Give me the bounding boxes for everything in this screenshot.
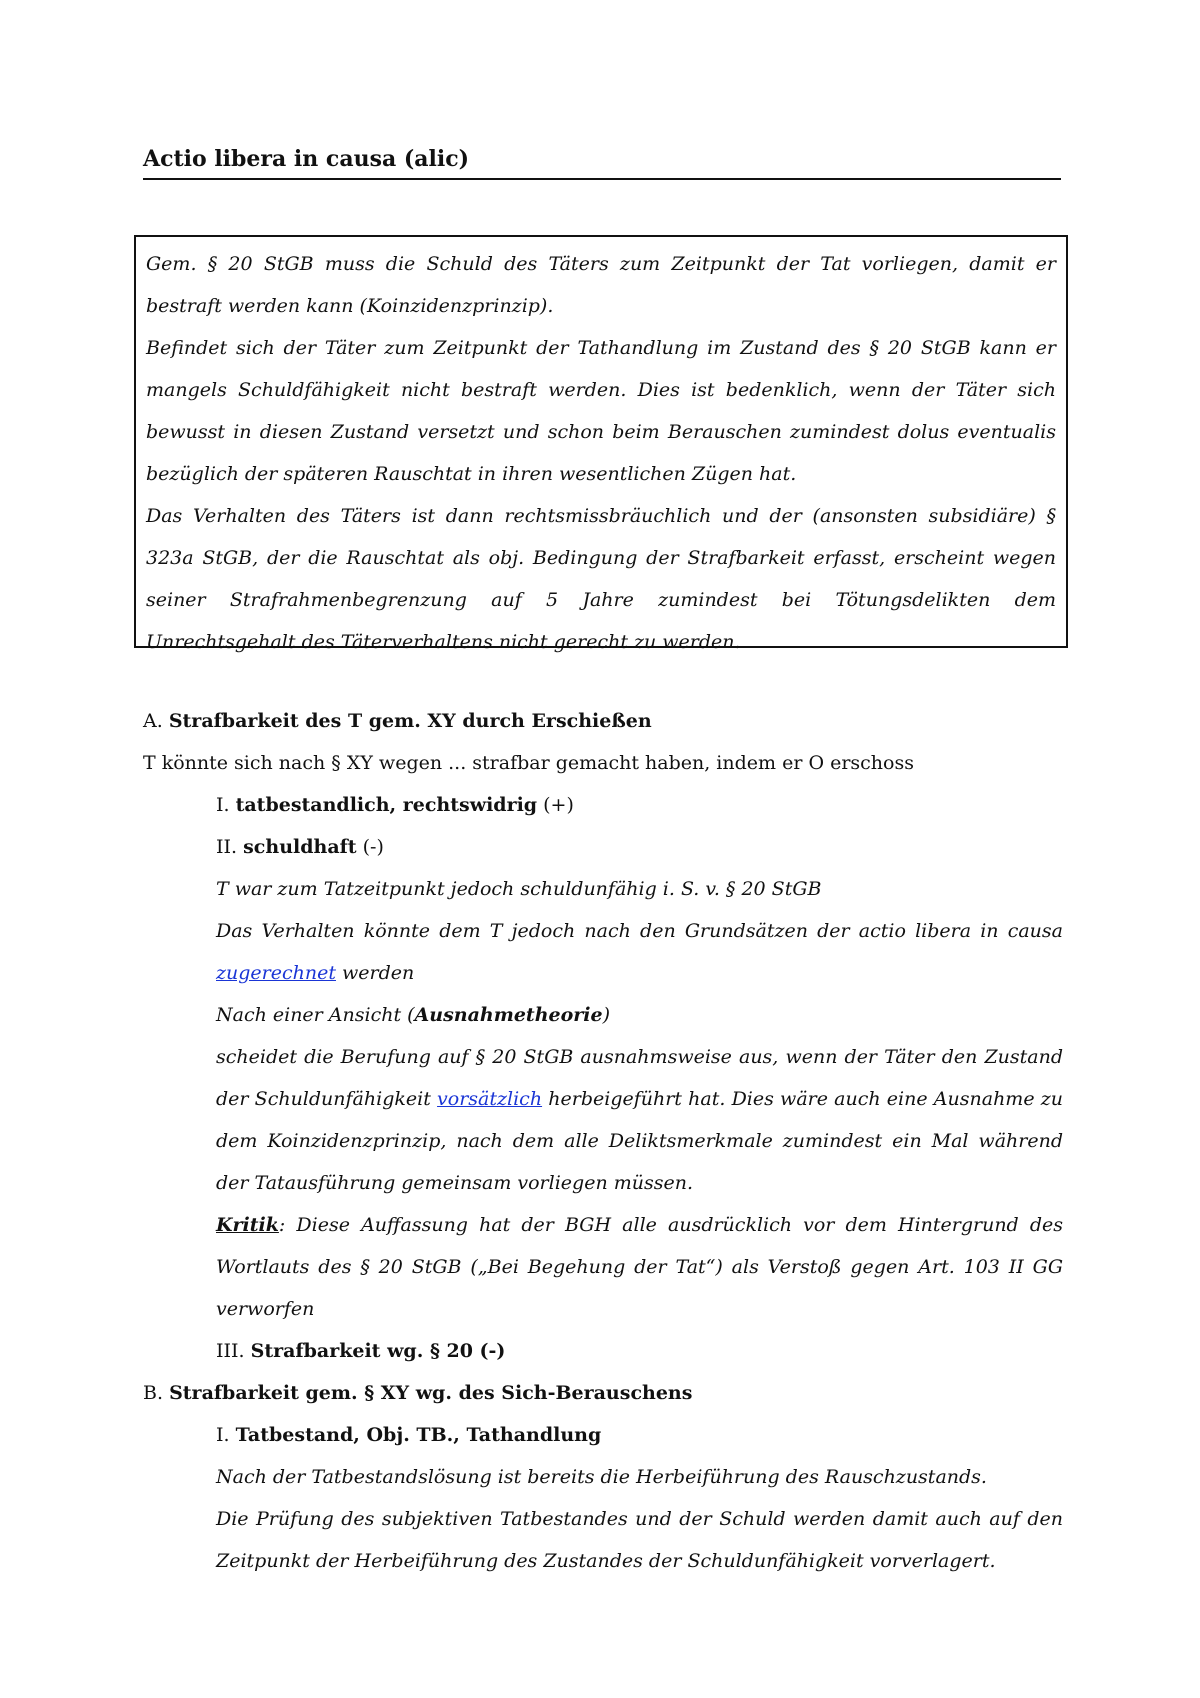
ausnahmetheorie-label: Ausnahmetheorie	[414, 1004, 603, 1026]
kritik-paragraph	[143, 1204, 1063, 1330]
ausnahme-text: scheidet die Berufung auf § 20 StGB ausnahmsweise aus, wenn der Täter den Zustand der Schuldunfähigkeit	[216, 1046, 1063, 1110]
section-a-heading	[143, 700, 1063, 742]
kritik-label: Kritik	[216, 1214, 279, 1236]
intro-paragraph-2: Befindet sich der Täter zum Zeitpunkt der Tathandlung im Zustand des § 20 StGB kann er mangels Schuldfähigkeit nicht bestraft werden. Dies ist bedenklich, wenn der Täter sich bewusst in diesen Zustand versetzt und schon beim Berauschen zumindest dolus eventualis bezüglich der späteren Rauschtat in ihren wesentlichen Zügen hat.	[146, 337, 1056, 485]
b-point-i-heading: Tatbestand, Obj. TB., Tathandlung	[235, 1424, 602, 1446]
alic-line-text: Das Verhalten könnte dem T jedoch nach den Grundsätzen der actio libera in causa	[216, 920, 1063, 942]
ansicht-close: )	[602, 1004, 611, 1026]
section-b-heading	[143, 1372, 1063, 1414]
vorsaetzlich-link[interactable]: vorsätzlich	[437, 1088, 543, 1110]
point-ii-heading: schuldhaft	[243, 836, 357, 858]
point-ii-number: II.	[216, 836, 238, 858]
intro-box	[134, 235, 1068, 653]
point-iii-number: III.	[216, 1340, 245, 1362]
point-iii-heading: Strafbarkeit wg. § 20 (-)	[250, 1340, 506, 1362]
document-body	[143, 700, 1063, 1582]
intro-paragraph-1: Gem. § 20 StGB muss die Schuld des Täters zum Zeitpunkt der Tat vorliegen, damit er bestraft werden kann (Koinzidenzprinzip).	[146, 253, 1056, 317]
page-title: Actio libera in causa (alic)	[143, 146, 1061, 180]
b-point-i-number: I.	[216, 1424, 230, 1446]
section-b-title: Strafbarkeit gem. § XY wg. des Sich-Berauschens	[169, 1382, 693, 1404]
zugerechnet-link[interactable]: zugerechnet	[216, 962, 336, 984]
intro-paragraph-3: Das Verhalten des Täters ist dann rechtsmissbräuchlich und der (ansonsten subsidiäre) § 323a StGB, der die Rauschtat als obj. Bedingung der Strafbarkeit erfasst, erscheint wegen seiner Strafrahmenbegrenzung auf 5 Jahre zumindest bei Tötungsdelikten dem Unrechtsgehalt des Täterverhaltens nicht gerecht zu werden.	[146, 505, 1056, 653]
ansicht-line	[143, 994, 1063, 1036]
point-i-number: I.	[216, 794, 230, 816]
tatbestandsloesung-line: Nach der Tatbestandslösung ist bereits die Herbeiführung des Rauschzustands.	[216, 1466, 987, 1488]
point-ii-result: (-)	[362, 836, 384, 858]
section-b-letter: B.	[143, 1382, 164, 1404]
section-b-point-i	[143, 1414, 1063, 1456]
ausnahme-text-end: herbeigeführt hat. Dies wäre auch eine Ausnahme zu dem Koinzidenzprinzip, nach dem alle Deliktsmerkmale zumindest ein Mal während der Tatausführung gemeinsam vorliegen müssen.	[216, 1088, 1064, 1194]
schuldunfaehig-line: T war zum Tatzeitpunkt jedoch schuldunfähig i. S. v. § 20 StGB	[216, 878, 822, 900]
pruefung-paragraph: Die Prüfung des subjektiven Tatbestandes und der Schuld werden damit auch auf den Zeitpunkt der Herbeiführung des Zustandes der Schuldunfähigkeit vorverlagert.	[216, 1508, 1063, 1572]
section-a-letter: A.	[143, 710, 163, 732]
section-a-title: Strafbarkeit des T gem. XY durch Erschießen	[168, 710, 652, 732]
section-a-intro: T könnte sich nach § XY wegen ... strafbar gemacht haben, indem er O erschoss	[143, 752, 914, 774]
section-a-point-ii	[143, 826, 1063, 868]
ansicht-text: Nach einer Ansicht (	[216, 1004, 415, 1026]
point-i-heading: tatbestandlich, rechtswidrig	[235, 794, 538, 816]
point-i-result: (+)	[543, 794, 574, 816]
alic-line-end: werden	[342, 962, 415, 984]
alic-line	[143, 910, 1063, 994]
section-a-point-iii	[143, 1330, 1063, 1372]
section-a-point-i	[143, 784, 1063, 826]
kritik-text: : Diese Auffassung hat der BGH alle ausdrücklich vor dem Hintergrund des Wortlauts des § 20 StGB („Bei Begehung der Tat“) als Verstoß gegen Art. 103 II GG verworfen	[216, 1214, 1063, 1320]
ausnahme-paragraph	[143, 1036, 1063, 1204]
